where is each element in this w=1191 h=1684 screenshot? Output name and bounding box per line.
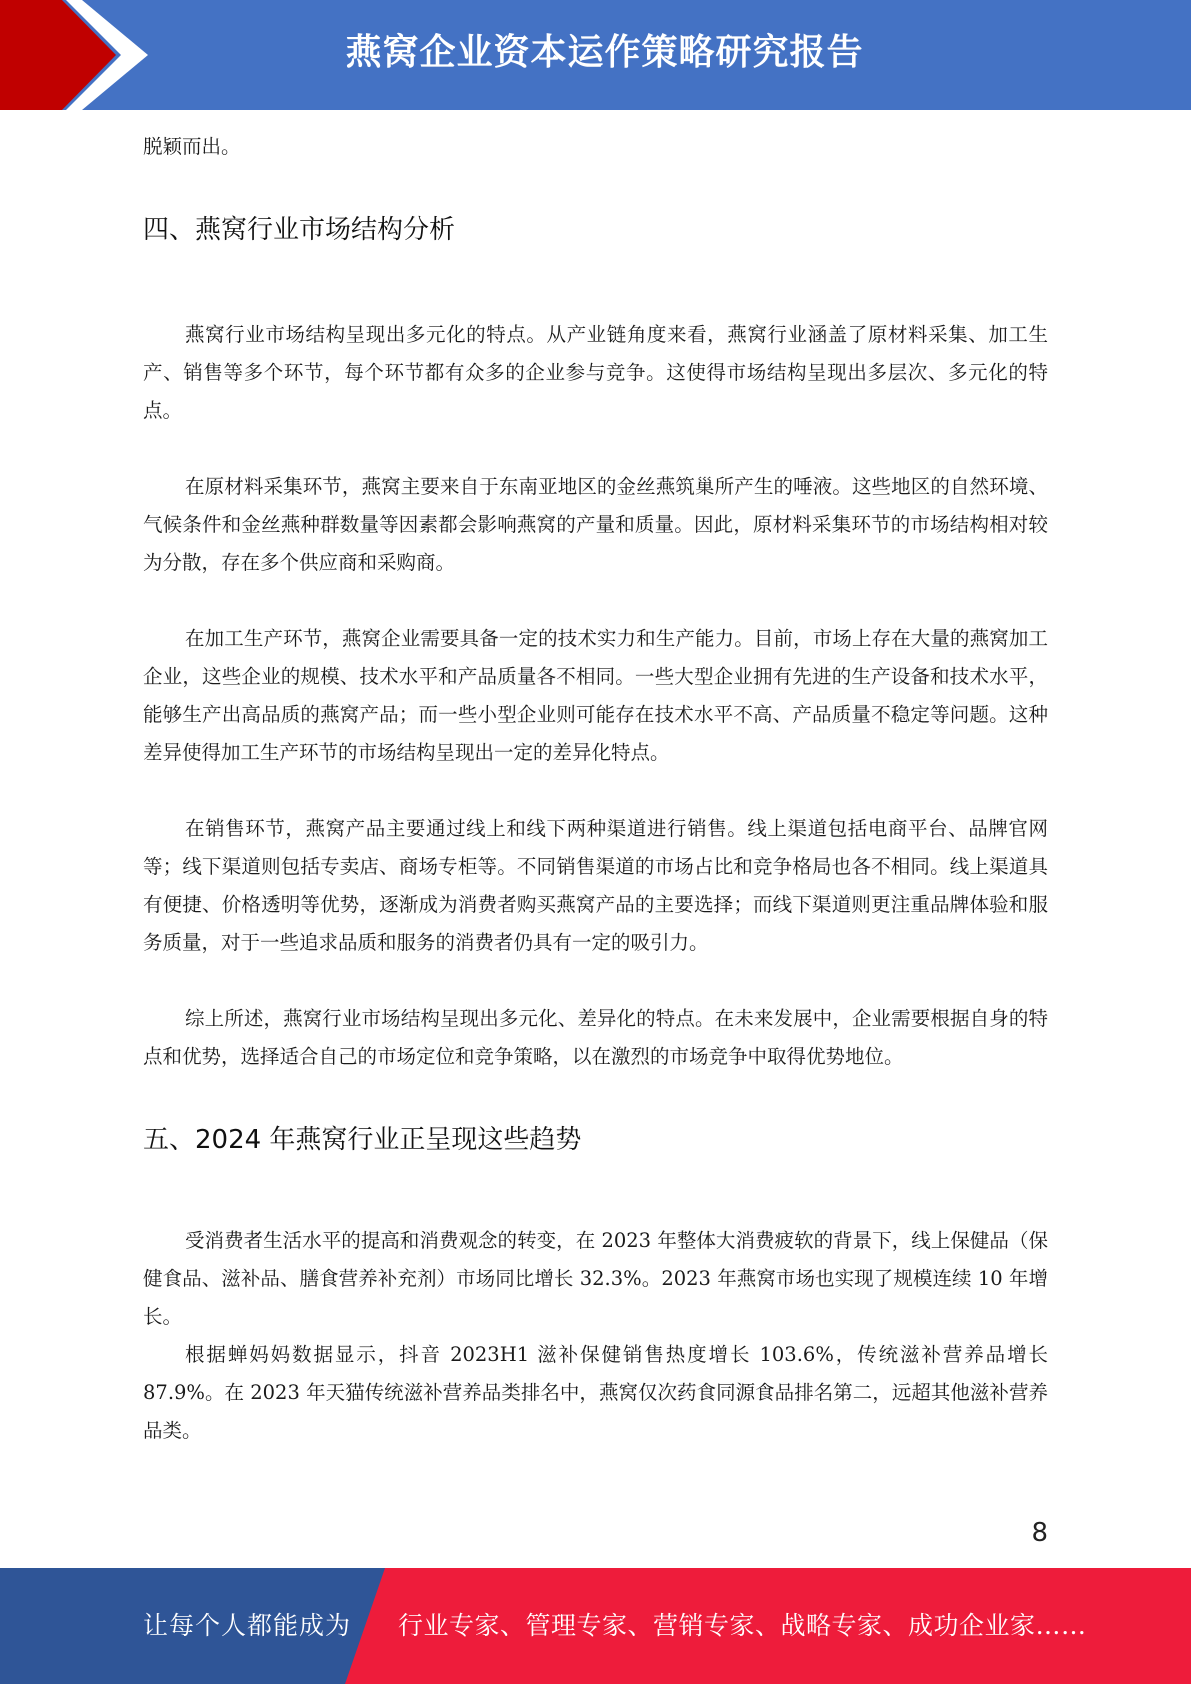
paragraph: 在原材料采集环节，燕窝主要来自于东南亚地区的金丝燕筑巢所产生的唾液。这些地区的自然环境、气候条件和金丝燕种群数量等因素都会影响燕窝的产量和质量。因此，原材料采集环节的市场结构相对较为分散，存在多个供应商和采购商。	[143, 475, 1048, 574]
section-heading-4: 四、燕窝行业市场结构分析	[143, 215, 456, 245]
header-band	[0, 0, 1191, 110]
section-heading-5: 五、2024 年燕窝行业正呈现这些趋势	[143, 1125, 582, 1155]
report-title: 燕窝企业资本运作策略研究报告	[345, 32, 864, 73]
page-body	[143, 128, 1048, 1450]
paragraph: 根据蝉妈妈数据显示，抖音 2023H1 滋补保健销售热度增长 103.6%，传统滋补营养品增长 87.9%。在 2023 年天猫传统滋补营养品类排名中，燕窝仅次药食同源食品排名第二，远超其他滋补营养品类。	[143, 1343, 1048, 1442]
paragraph: 在加工生产环节，燕窝企业需要具备一定的技术实力和生产能力。目前，市场上存在大量的燕窝加工企业，这些企业的规模、技术水平和产品质量各不相同。一些大型企业拥有先进的生产设备和技术水平，能够生产出高品质的燕窝产品；而一些小型企业则可能存在技术水平不高、产品质量不稳定等问题。这种差异使得加工生产环节的市场结构呈现出一定的差异化特点。	[143, 627, 1048, 764]
paragraph: 燕窝行业市场结构呈现出多元化的特点。从产业链角度来看，燕窝行业涵盖了原材料采集、加工生产、销售等多个环节，每个环节都有众多的企业参与竞争。这使得市场结构呈现出多层次、多元化的特点。	[143, 323, 1048, 422]
footer-slogan-left: 让每个人都能成为	[143, 1611, 352, 1640]
paragraph-continuation: 脱颖而出。	[143, 135, 241, 158]
footer-band	[0, 1568, 1191, 1684]
paragraph: 综上所述，燕窝行业市场结构呈现出多元化、差异化的特点。在未来发展中，企业需要根据自身的特点和优势，选择适合自己的市场定位和竞争策略，以在激烈的市场竞争中取得优势地位。	[143, 1007, 1048, 1068]
paragraph: 受消费者生活水平的提高和消费观念的转变，在 2023 年整体大消费疲软的背景下，线上保健品（保健食品、滋补品、膳食营养补充剂）市场同比增长 32.3%。2023 年燕窝市场也实现了规模连续 10 年增长。	[143, 1229, 1048, 1328]
page-number: 8	[1031, 1518, 1048, 1548]
footer-slogan-right: 行业专家、管理专家、营销专家、战略专家、成功企业家……	[398, 1611, 1087, 1640]
paragraph: 在销售环节，燕窝产品主要通过线上和线下两种渠道进行销售。线上渠道包括电商平台、品牌官网等；线下渠道则包括专卖店、商场专柜等。不同销售渠道的市场占比和竞争格局也各不相同。线上渠道具有便捷、价格透明等优势，逐渐成为消费者购买燕窝产品的主要选择；而线下渠道则更注重品牌体验和服务质量，对于一些追求品质和服务的消费者仍具有一定的吸引力。	[143, 817, 1048, 954]
